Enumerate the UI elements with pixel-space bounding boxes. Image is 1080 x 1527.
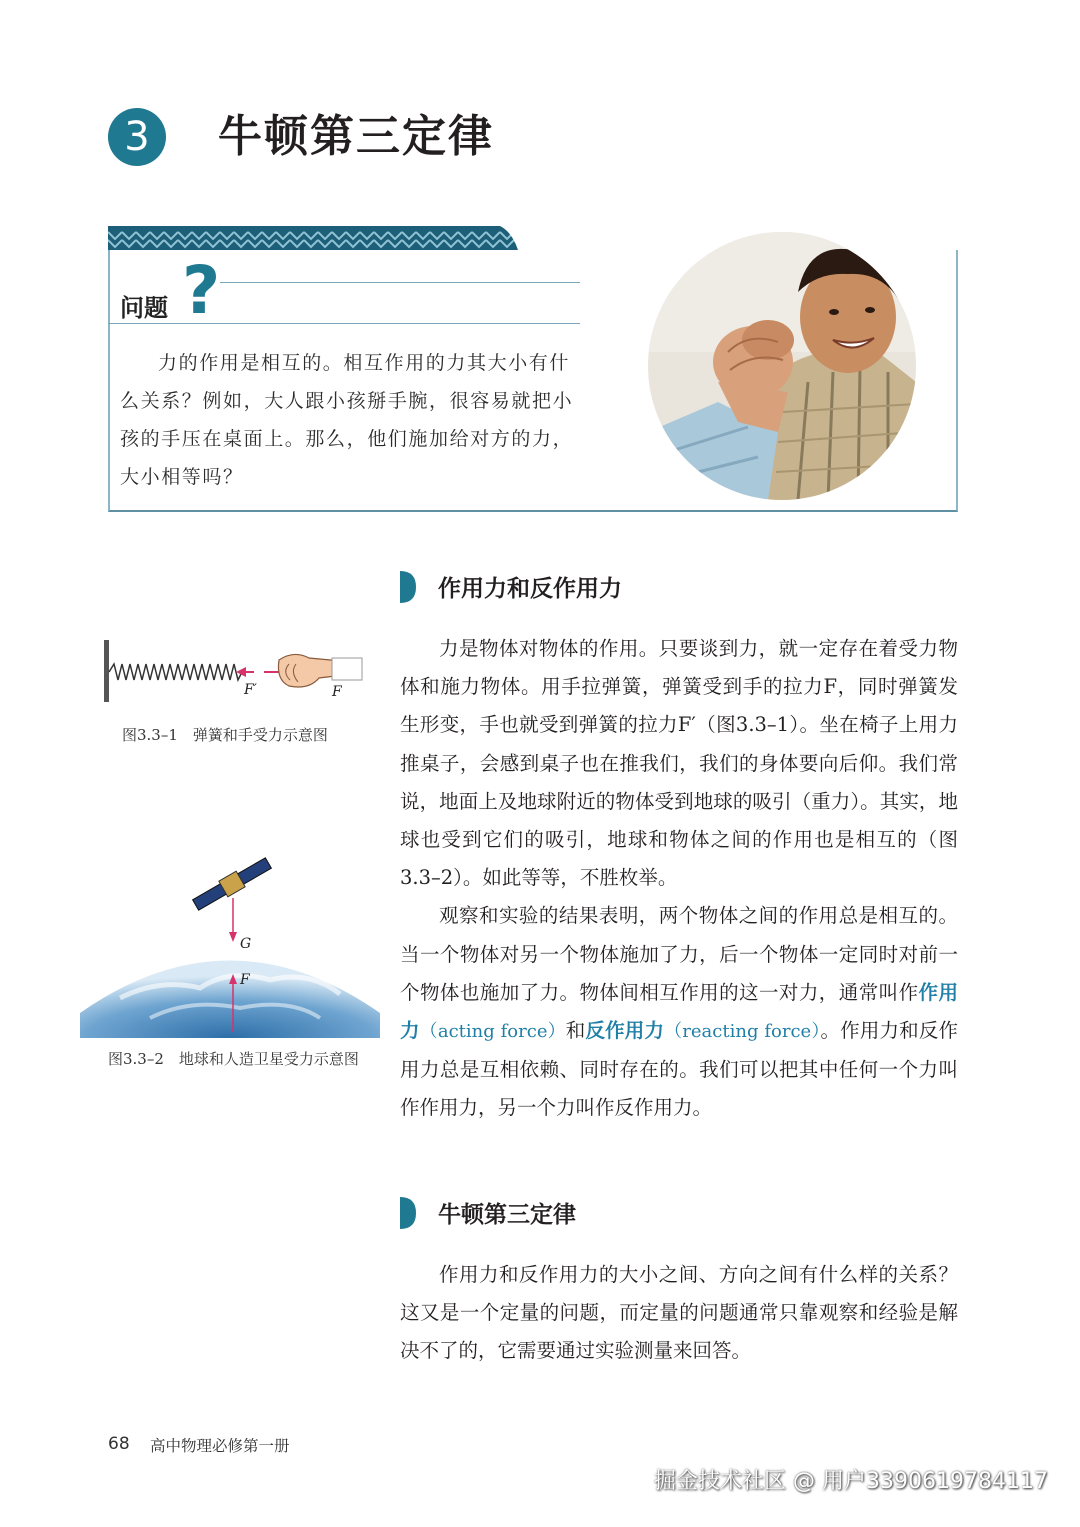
chapter-title: 牛顿第三定律: [218, 111, 494, 162]
divider: [108, 323, 580, 324]
section-marker-icon: [400, 571, 416, 603]
arm-wrestling-photo: [648, 232, 916, 500]
spring-hand-diagram: [104, 636, 364, 706]
english-term: （acting force）: [419, 1021, 566, 1043]
text-run: 和: [565, 1019, 586, 1043]
key-term: 反作用力: [585, 1019, 665, 1043]
section-title: 牛顿第三定律: [438, 1202, 576, 1228]
question-text: [120, 344, 586, 496]
book-title: 高中物理必修第一册: [150, 1437, 290, 1455]
text-run: 。作用力和反作用力总是互相依赖、同时存在的。我们可以把其中任何一个力叫作作用力，另一个力叫作反作用力。: [400, 1019, 958, 1120]
watermark: 掘金技术社区 @ 用户3390619784117: [654, 1469, 1048, 1494]
section-title: 作用力和反作用力: [438, 576, 622, 602]
force-label-f-prime: F′: [244, 682, 257, 698]
paragraph: 力是物体对物体的作用。只要谈到力，就一定存在着受力物体和施力物体。用手拉弹簧，弹簧受到手的拉力F，同时弹簧发生形变，手也就受到弹簧的拉力F′（图3.3–1）。坐在椅子上用力推桌子，会感到桌子也在推我们，我们的身体要向后仰。我们常说，地面上及地球附近的物体受到地球的吸引（重力）。其实，地球也受到它们的吸引，地球和物体之间的作用也是相互的（图3.3–2）。如此等等，不胜枚举。: [400, 637, 958, 890]
section-body: [400, 1256, 958, 1371]
force-label-f: F: [240, 972, 250, 988]
force-label-f: F: [332, 684, 342, 700]
page-number: 68: [108, 1434, 130, 1454]
chapter-number-badge: 3: [108, 108, 166, 166]
paragraph: [400, 897, 958, 1127]
question-mark-icon: ?: [182, 252, 221, 329]
text-run: 观察和实验的结果表明，两个物体之间的作用总是相互的。当一个物体对另一个物体施加了力，后一个物体一定同时对前一个物体也施加了力。物体间相互作用的这一对力，通常叫作: [400, 904, 958, 1004]
section-heading: [400, 570, 622, 603]
question-paragraph: 力的作用是相互的。相互作用的力其大小有什么关系？例如，大人跟小孩掰手腕，很容易就把小孩的手压在桌面上。那么，他们施加给对方的力，大小相等吗？: [120, 352, 574, 488]
paragraph: 作用力和反作用力的大小之间、方向之间有什么样的关系？这又是一个定量的问题，而定量的问题通常只靠观察和经验是解决不了的，它需要通过实验测量来回答。: [400, 1263, 958, 1363]
figure-caption: 图3.3–2 地球和人造卫星受力示意图: [108, 1050, 359, 1068]
section-heading: [400, 1196, 576, 1229]
force-label-g: G: [240, 936, 252, 952]
key-term: 作用力: [400, 980, 958, 1043]
question-label: 问题: [120, 294, 168, 322]
section-marker-icon: [400, 1197, 416, 1229]
section-body: [400, 630, 958, 1128]
divider: [220, 282, 580, 283]
english-term: （reacting force）: [664, 1021, 821, 1043]
figure-caption: 图3.3–1 弹簧和手受力示意图: [122, 726, 328, 744]
decorative-stripe: [108, 226, 518, 250]
earth-satellite-diagram: [80, 848, 380, 1038]
